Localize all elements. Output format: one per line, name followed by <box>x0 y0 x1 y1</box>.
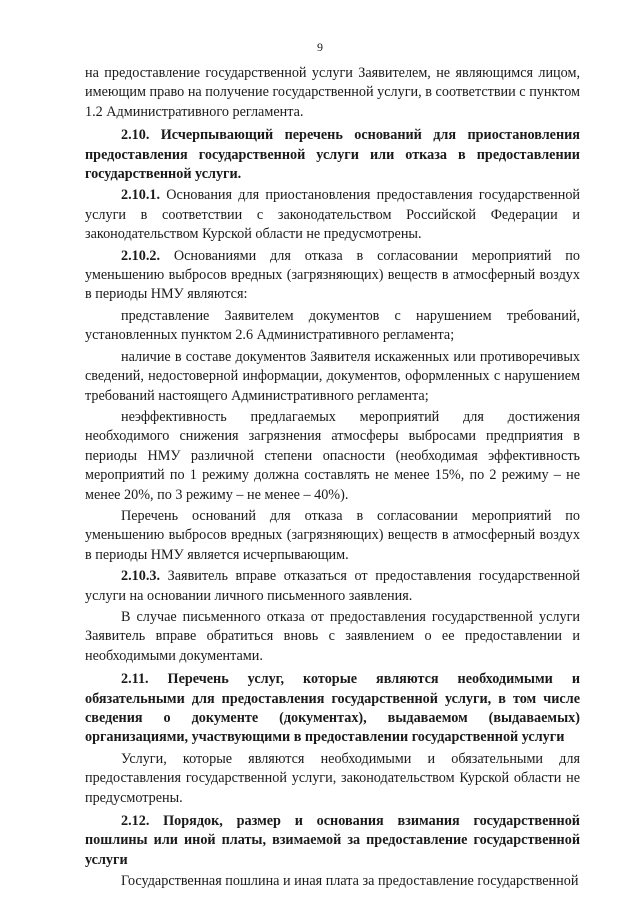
numbered-paragraph <box>85 247 580 305</box>
paragraph: наличие в составе документов Заявителя искаженных или противоречивых сведений, недостоверной информации, документов, оформленных с нарушением требований настоящего Административного регламента; <box>85 348 580 404</box>
section-heading: 2.12. Порядок, размер и основания взимания государственной пошлины или иной платы, взимаемой за предоставление государственной услуги <box>85 813 580 868</box>
paragraph: Услуги, которые являются необходимыми и обязательными для предоставления государственной услуги, законодательством Курской области не предусмотрены. <box>85 750 580 806</box>
paragraph: неэффективность предлагаемых мероприятий для достижения необходимого снижения загрязнения атмосферы выбросами предприятия в периоды НМУ различной степени опасности (необходимая эффективность мероприятий по 1 режиму должна составлять не менее 15%, по 2 режиму – не менее 20%, по 3 режиму – не менее – 40%). <box>85 408 580 503</box>
paragraph: представление Заявителем документов с нарушением требований, установленных пунктом 2.6 Административного регламента; <box>85 307 580 344</box>
document-body <box>85 64 580 894</box>
clause-number: 2.10.1. <box>121 187 161 204</box>
paragraph: Перечень оснований для отказа в согласовании мероприятий по уменьшению выбросов вредных (загрязняющих) веществ в атмосферный воздух в периоды НМУ является исчерпывающим. <box>85 507 580 563</box>
paragraph-continuation: на предоставление государственной услуги Заявителем, не являющимся лицом, имеющим право на получение государственной услуги, в соответствии с пунктом 1.2 Административного регламента. <box>85 65 580 120</box>
numbered-paragraph <box>85 186 580 244</box>
clause-number: 2.10.3. <box>121 568 161 585</box>
paragraph: Государственная пошлина и иная плата за предоставление государственной <box>121 873 579 890</box>
page-number: 9 <box>317 40 323 54</box>
section-heading: 2.11. Перечень услуг, которые являются необходимыми и обязательными для предоставления государственной услуги, в том числе сведения о документе (документах), выдаваемом (выдаваемых) организациями, участвующими в предоставлении государственной услуги <box>85 671 580 746</box>
clause-number: 2.10.2. <box>121 247 161 264</box>
clause-text: Заявитель вправе отказаться от предоставления государственной услуги на основании личного письменного заявления. <box>85 568 580 604</box>
numbered-paragraph <box>85 567 580 606</box>
paragraph: В случае письменного отказа от предоставления государственной услуги Заявитель вправе обратиться вновь с заявлением о ее предоставлении и необходимыми документами. <box>85 608 580 664</box>
clause-text: Основаниями для отказа в согласовании мероприятий по уменьшению выбросов вредных (загрязняющих) веществ в атмосферный воздух в периоды НМУ являются: <box>85 247 580 303</box>
clause-text: Основания для приостановления предоставления государственной услуги в соответствии с законодательством Российской Федерации и законодательством Курской области не предусмотрены. <box>85 187 580 243</box>
section-heading: 2.10. Исчерпывающий перечень оснований для приостановления предоставления государственной услуги или отказа в предоставлении государственной услуги. <box>85 127 580 183</box>
